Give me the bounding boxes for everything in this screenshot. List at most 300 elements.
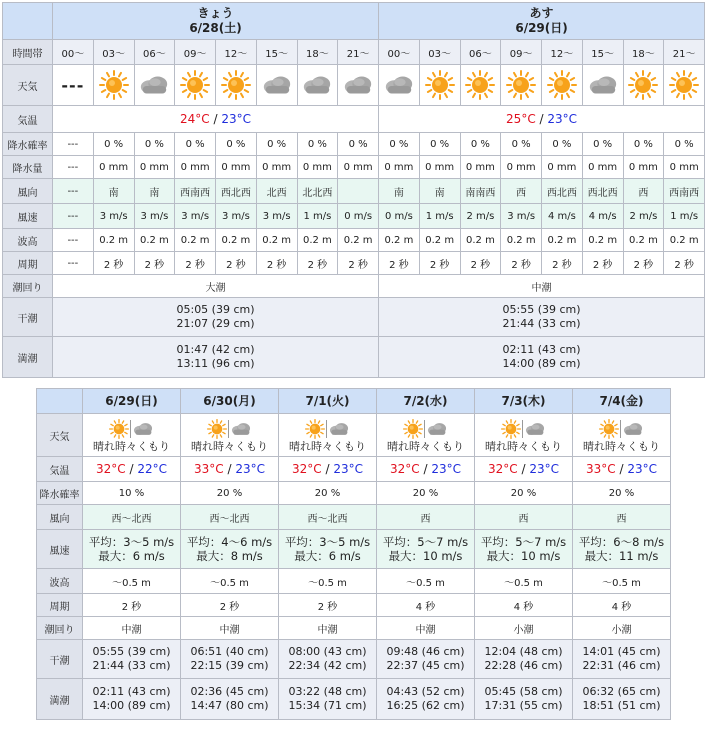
sun-icon: [109, 419, 129, 439]
weekly-date: 7/2(水): [377, 389, 475, 414]
weekly-high-cell: [377, 679, 475, 720]
wind-average: 平均：6〜8 m/s: [578, 535, 665, 549]
weekly-precip_prob-cell: 20 %: [377, 482, 475, 505]
wind_dir-cell: 西: [501, 179, 542, 204]
hours-cell: 12〜: [542, 40, 583, 65]
weather-cell: [297, 65, 338, 106]
weather-cell: [93, 65, 134, 106]
sun-icon: [547, 70, 577, 100]
wave-cell: 0.2 m: [134, 229, 175, 252]
low-time: 22:15 (39 cm): [190, 659, 269, 672]
weekly-row-precip_prob: [37, 482, 671, 505]
weekly-wind_dir-cell: 西: [475, 505, 573, 530]
wind_dir-cell: 西北西: [582, 179, 623, 204]
weekly-period-cell: 2 秒: [181, 594, 279, 617]
weekly-tide-cell: 中潮: [83, 617, 181, 640]
precip_amt-cell: ---: [53, 156, 94, 179]
sun-cloud-icon: [279, 418, 376, 440]
sun-cloud-icon: [83, 418, 180, 440]
precip_prob-cell: 0 %: [623, 133, 664, 156]
temp-sep: /: [125, 462, 138, 476]
weekly-tide-cell: 中潮: [279, 617, 377, 640]
wind_speed-cell: 0 m/s: [379, 204, 420, 229]
high-time: 01:47 (42 cm): [176, 343, 255, 356]
cloud-icon: [622, 421, 644, 437]
wind-average: 平均：4〜6 m/s: [186, 535, 273, 549]
high-time: 15:34 (71 cm): [288, 699, 367, 712]
weekly-low-cell: [181, 640, 279, 679]
precip_prob-cell: 0 %: [501, 133, 542, 156]
hours-cell: 12〜: [216, 40, 257, 65]
row-label-wind_speed: 風速: [3, 204, 53, 229]
precip_amt-cell: 0 mm: [623, 156, 664, 179]
temp-sep: /: [535, 112, 548, 126]
weather-cell: [256, 65, 297, 106]
low-time: 21:07 (29 cm): [176, 317, 255, 330]
weekly-high-cell: [475, 679, 573, 720]
sun-icon: [207, 419, 227, 439]
wave-cell: 0.2 m: [460, 229, 501, 252]
sun-icon: [180, 70, 210, 100]
min-temp: 23°C: [431, 462, 461, 476]
period-cell: 2 秒: [175, 252, 216, 275]
weekly-precip_prob-cell: 10 %: [83, 482, 181, 505]
period-cell: 2 秒: [338, 252, 379, 275]
min-temp: 23°C: [235, 462, 265, 476]
period-cell: 2 秒: [256, 252, 297, 275]
wind_speed-cell: 3 m/s: [93, 204, 134, 229]
tide-cell: 大潮: [53, 275, 379, 298]
temp-sep: /: [615, 462, 628, 476]
row-label-high: 満潮: [3, 337, 53, 378]
row-label-tide: 潮回り: [3, 275, 53, 298]
no-data-dash: ---: [61, 75, 85, 95]
sun-icon: [465, 70, 495, 100]
row-label-precip_prob: 降水確率: [3, 133, 53, 156]
weekly-wind-speed-cell: [377, 530, 475, 569]
sun-icon: [628, 70, 658, 100]
low-time: 06:51 (40 cm): [190, 645, 269, 658]
wave-cell: 0.2 m: [623, 229, 664, 252]
precip_amt-cell: 0 mm: [460, 156, 501, 179]
precip_prob-cell: 0 %: [216, 133, 257, 156]
high-tide-cell: [379, 337, 705, 378]
cloud-icon: [426, 421, 448, 437]
weekly-precip_prob-cell: 20 %: [573, 482, 671, 505]
high-time: 16:25 (62 cm): [386, 699, 465, 712]
day-header-row: [3, 3, 705, 40]
wind_dir-cell: 南: [93, 179, 134, 204]
divider: [228, 420, 229, 438]
wave-cell: 0.2 m: [93, 229, 134, 252]
wind_speed-cell: 1 m/s: [419, 204, 460, 229]
weekly-row-weather: [37, 414, 671, 457]
wind-max: 最大：10 m/s: [486, 549, 561, 563]
weekly-high-cell: [181, 679, 279, 720]
wind_speed-cell: 2 m/s: [623, 204, 664, 229]
wind_speed-cell: 4 m/s: [582, 204, 623, 229]
high-time: 02:11 (43 cm): [92, 685, 171, 698]
row-label-wind_dir: 風向: [3, 179, 53, 204]
wind_speed-cell: 3 m/s: [134, 204, 175, 229]
row-label-wave: 波高: [3, 229, 53, 252]
row-label-weather: 天気: [3, 65, 53, 106]
precip_amt-cell: 0 mm: [542, 156, 583, 179]
wave-cell: 0.2 m: [338, 229, 379, 252]
row-high: [3, 337, 705, 378]
weekly-low-cell: [377, 640, 475, 679]
precip_amt-cell: 0 mm: [379, 156, 420, 179]
weekly-wind_dir-cell: 西〜北西: [279, 505, 377, 530]
precip_prob-cell: 0 %: [175, 133, 216, 156]
hours-cell: 06〜: [460, 40, 501, 65]
precip_prob-cell: 0 %: [664, 133, 705, 156]
sun-icon: [506, 70, 536, 100]
min-temp: 23°C: [547, 112, 578, 126]
temp-sep: /: [419, 462, 432, 476]
weekly-wave-cell: 〜0.5 m: [475, 569, 573, 594]
weekly-weather-cell: [475, 414, 573, 457]
wind_speed-cell: 3 m/s: [216, 204, 257, 229]
weekly-date: 7/4(金): [573, 389, 671, 414]
precip_amt-cell: 0 mm: [175, 156, 216, 179]
wind_speed-cell: 2 m/s: [460, 204, 501, 229]
sun-cloud-icon: [181, 418, 278, 440]
weather-cell: [419, 65, 460, 106]
day-date: 6/29(日): [515, 21, 568, 35]
weekly-wind-speed-cell: [181, 530, 279, 569]
max-temp: 33°C: [194, 462, 224, 476]
row-label-hours: 時間帯: [3, 40, 53, 65]
weekly-forecast-table: [36, 388, 671, 720]
divider: [424, 420, 425, 438]
weekly-tide-cell: 小潮: [475, 617, 573, 640]
precip_amt-cell: 0 mm: [256, 156, 297, 179]
wind-max: 最大：11 m/s: [584, 549, 659, 563]
weekly-wave-cell: 〜0.5 m: [377, 569, 475, 594]
weekly-wind_dir-cell: 西: [573, 505, 671, 530]
day-header-1: [379, 3, 705, 40]
hours-cell: 00〜: [53, 40, 94, 65]
low-time: 08:00 (43 cm): [288, 645, 367, 658]
row-label-low: 干潮: [3, 298, 53, 337]
low-time: 22:37 (45 cm): [386, 659, 465, 672]
cloud-icon: [230, 421, 252, 437]
weekly-temp-cell: [475, 457, 573, 482]
weekly-wave-cell: 〜0.5 m: [83, 569, 181, 594]
max-temp: 32°C: [390, 462, 420, 476]
row-label-precip_amt: 降水量: [3, 156, 53, 179]
weekly-row-wave: [37, 569, 671, 594]
divider: [326, 420, 327, 438]
weekly-precip_prob-cell: 20 %: [475, 482, 573, 505]
low-time: 12:04 (48 cm): [484, 645, 563, 658]
weekly-wave-cell: 〜0.5 m: [181, 569, 279, 594]
temp-sep: /: [517, 462, 530, 476]
divider: [620, 420, 621, 438]
hours-cell: 15〜: [256, 40, 297, 65]
precip_prob-cell: 0 %: [379, 133, 420, 156]
weekly-weather-cell: [377, 414, 475, 457]
low-time: 22:34 (42 cm): [288, 659, 367, 672]
weather-cell: [542, 65, 583, 106]
wave-cell: 0.2 m: [501, 229, 542, 252]
row-wind_dir: [3, 179, 705, 204]
weather-cell: [623, 65, 664, 106]
hours-cell: 09〜: [501, 40, 542, 65]
wind_speed-cell: 3 m/s: [501, 204, 542, 229]
sun-icon: [221, 70, 251, 100]
low-time: 05:05 (39 cm): [176, 303, 255, 316]
high-tide-cell: [53, 337, 379, 378]
min-temp: 23°C: [627, 462, 657, 476]
period-cell: 2 秒: [582, 252, 623, 275]
weekly-label-tide: 潮回り: [37, 617, 83, 640]
high-time: 03:22 (48 cm): [288, 685, 367, 698]
hours-cell: 00〜: [379, 40, 420, 65]
weekly-temp-cell: [279, 457, 377, 482]
wave-cell: 0.2 m: [542, 229, 583, 252]
wind_dir-cell: 西: [623, 179, 664, 204]
weekly-wind_dir-cell: 西〜北西: [181, 505, 279, 530]
low-time: 21:44 (33 cm): [92, 659, 171, 672]
weekly-period-cell: 4 秒: [573, 594, 671, 617]
weekly-period-cell: 4 秒: [475, 594, 573, 617]
row-period: [3, 252, 705, 275]
weather-cell: [175, 65, 216, 106]
weekly-label-period: 周期: [37, 594, 83, 617]
wind_speed-cell: 1 m/s: [297, 204, 338, 229]
temp-sep: /: [321, 462, 334, 476]
weekly-wind_dir-cell: 西: [377, 505, 475, 530]
hours-cell: 18〜: [297, 40, 338, 65]
row-precip_prob: [3, 133, 705, 156]
precip_amt-cell: 0 mm: [582, 156, 623, 179]
weekly-wind-speed-cell: [475, 530, 573, 569]
weekly-period-cell: 4 秒: [377, 594, 475, 617]
sun-icon: [501, 419, 521, 439]
weekly-row-tide: [37, 617, 671, 640]
cloud-icon: [328, 421, 350, 437]
wind_speed-cell: 3 m/s: [256, 204, 297, 229]
weekly-wind-speed-cell: [279, 530, 377, 569]
weekly-low-cell: [573, 640, 671, 679]
weekly-header-row: [37, 389, 671, 414]
weekly-row-wind_dir: [37, 505, 671, 530]
weekly-label-weather: 天気: [37, 414, 83, 457]
period-cell: 2 秒: [297, 252, 338, 275]
hours-cell: 03〜: [93, 40, 134, 65]
weather-text: 晴れ時々くもり: [485, 439, 562, 453]
weekly-weather-cell: [573, 414, 671, 457]
precip_prob-cell: ---: [53, 133, 94, 156]
high-time: 17:31 (55 cm): [484, 699, 563, 712]
wave-cell: 0.2 m: [175, 229, 216, 252]
weekly-wave-cell: 〜0.5 m: [279, 569, 377, 594]
wind_speed-cell: 1 m/s: [664, 204, 705, 229]
weekly-wind_dir-cell: 西〜北西: [83, 505, 181, 530]
max-temp: 32°C: [292, 462, 322, 476]
row-label-period: 周期: [3, 252, 53, 275]
temp-cell: [53, 106, 379, 133]
period-cell: 2 秒: [664, 252, 705, 275]
low-time: 14:01 (45 cm): [582, 645, 661, 658]
sun-icon: [99, 70, 129, 100]
weekly-date: 6/30(月): [181, 389, 279, 414]
sun-icon: [599, 419, 619, 439]
weekly-high-cell: [279, 679, 377, 720]
temp-sep: /: [223, 462, 236, 476]
period-cell: 2 秒: [216, 252, 257, 275]
wind_dir-cell: 南: [419, 179, 460, 204]
cloud-icon: [342, 74, 374, 96]
wind_speed-cell: 0 m/s: [338, 204, 379, 229]
max-temp: 32°C: [488, 462, 518, 476]
weekly-corner-cell: [37, 389, 83, 414]
weekly-row-high: [37, 679, 671, 720]
precip_amt-cell: 0 mm: [501, 156, 542, 179]
weekly-row-temp: [37, 457, 671, 482]
row-temp: [3, 106, 705, 133]
row-wind_speed: [3, 204, 705, 229]
weather-cell: [338, 65, 379, 106]
sun-cloud-icon: [573, 418, 670, 440]
hours-cell: 06〜: [134, 40, 175, 65]
precip_amt-cell: 0 mm: [216, 156, 257, 179]
row-hours: [3, 40, 705, 65]
wind_speed-cell: 4 m/s: [542, 204, 583, 229]
weekly-label-precip_prob: 降水確率: [37, 482, 83, 505]
precip_amt-cell: 0 mm: [419, 156, 460, 179]
high-time: 02:36 (45 cm): [190, 685, 269, 698]
weekly-weather-cell: [181, 414, 279, 457]
precip_prob-cell: 0 %: [134, 133, 175, 156]
wave-cell: 0.2 m: [216, 229, 257, 252]
wind-average: 平均：3〜5 m/s: [88, 535, 175, 549]
sun-icon: [425, 70, 455, 100]
tide-cell: 中潮: [379, 275, 705, 298]
weather-cell: [501, 65, 542, 106]
precip_amt-cell: 0 mm: [664, 156, 705, 179]
max-temp: 33°C: [586, 462, 616, 476]
weekly-label-wind_dir: 風向: [37, 505, 83, 530]
row-wave: [3, 229, 705, 252]
min-temp: 23°C: [221, 112, 251, 126]
precip_prob-cell: 0 %: [419, 133, 460, 156]
wind_dir-cell: [338, 179, 379, 204]
wind_dir-cell: ---: [53, 179, 94, 204]
precip_amt-cell: 0 mm: [134, 156, 175, 179]
weekly-high-cell: [573, 679, 671, 720]
wind-average: 平均：5〜7 m/s: [382, 535, 469, 549]
cloud-icon: [261, 74, 293, 96]
precip_prob-cell: 0 %: [256, 133, 297, 156]
weather-text: 晴れ時々くもり: [191, 439, 268, 453]
weather-cell: [216, 65, 257, 106]
precip_prob-cell: 0 %: [582, 133, 623, 156]
wind-max: 最大：8 m/s: [196, 549, 263, 563]
weekly-precip_prob-cell: 20 %: [181, 482, 279, 505]
weekly-precip_prob-cell: 20 %: [279, 482, 377, 505]
weekly-row-period: [37, 594, 671, 617]
period-cell: 2 秒: [93, 252, 134, 275]
temp-sep: /: [209, 112, 222, 126]
wave-cell: 0.2 m: [582, 229, 623, 252]
period-cell: ---: [53, 252, 94, 275]
weather-cell: [460, 65, 501, 106]
cloud-icon: [524, 421, 546, 437]
precip_amt-cell: 0 mm: [93, 156, 134, 179]
hours-cell: 03〜: [419, 40, 460, 65]
precip_prob-cell: 0 %: [338, 133, 379, 156]
weekly-wave-cell: 〜0.5 m: [573, 569, 671, 594]
weather-cell: [134, 65, 175, 106]
period-cell: 2 秒: [542, 252, 583, 275]
low-time: 22:28 (46 cm): [484, 659, 563, 672]
wave-cell: 0.2 m: [664, 229, 705, 252]
hours-cell: 21〜: [664, 40, 705, 65]
precip_prob-cell: 0 %: [460, 133, 501, 156]
wave-cell: ---: [53, 229, 94, 252]
min-temp: 23°C: [333, 462, 363, 476]
period-cell: 2 秒: [623, 252, 664, 275]
day-date: 6/28(土): [189, 21, 242, 35]
weekly-tide-cell: 小潮: [573, 617, 671, 640]
high-time: 14:00 (89 cm): [502, 357, 581, 370]
max-temp: 25°C: [506, 112, 536, 126]
wave-cell: 0.2 m: [419, 229, 460, 252]
max-temp: 24°C: [180, 112, 210, 126]
corner-cell: [3, 3, 53, 40]
wind-average: 平均：5〜7 m/s: [480, 535, 567, 549]
high-time: 13:11 (96 cm): [176, 357, 255, 370]
period-cell: 2 秒: [379, 252, 420, 275]
weekly-tide-cell: 中潮: [377, 617, 475, 640]
wind-max: 最大：6 m/s: [294, 549, 361, 563]
wind_speed-cell: 3 m/s: [175, 204, 216, 229]
weather-cell: [53, 65, 94, 106]
sun-cloud-icon: [377, 418, 474, 440]
weekly-high-cell: [83, 679, 181, 720]
weekly-temp-cell: [377, 457, 475, 482]
precip_prob-cell: 0 %: [297, 133, 338, 156]
cloud-icon: [138, 74, 170, 96]
weekly-weather-cell: [279, 414, 377, 457]
wind_dir-cell: 西南西: [175, 179, 216, 204]
wave-cell: 0.2 m: [256, 229, 297, 252]
hours-cell: 18〜: [623, 40, 664, 65]
wind-average: 平均：3〜5 m/s: [284, 535, 371, 549]
weather-cell: [664, 65, 705, 106]
wave-cell: 0.2 m: [297, 229, 338, 252]
wind-max: 最大：6 m/s: [98, 549, 165, 563]
weekly-date: 7/3(木): [475, 389, 573, 414]
high-time: 14:47 (80 cm): [190, 699, 269, 712]
weekly-period-cell: 2 秒: [83, 594, 181, 617]
high-time: 18:51 (51 cm): [582, 699, 661, 712]
weather-text: 晴れ時々くもり: [583, 439, 660, 453]
temp-cell: [379, 106, 705, 133]
weekly-period-cell: 2 秒: [279, 594, 377, 617]
weekly-row-wind_speed: [37, 530, 671, 569]
min-temp: 23°C: [529, 462, 559, 476]
precip_amt-cell: 0 mm: [338, 156, 379, 179]
hourly-forecast-table: [2, 2, 705, 378]
day-name: あす: [529, 6, 554, 20]
wind_dir-cell: 西北西: [216, 179, 257, 204]
sun-cloud-icon: [475, 418, 572, 440]
hours-cell: 09〜: [175, 40, 216, 65]
